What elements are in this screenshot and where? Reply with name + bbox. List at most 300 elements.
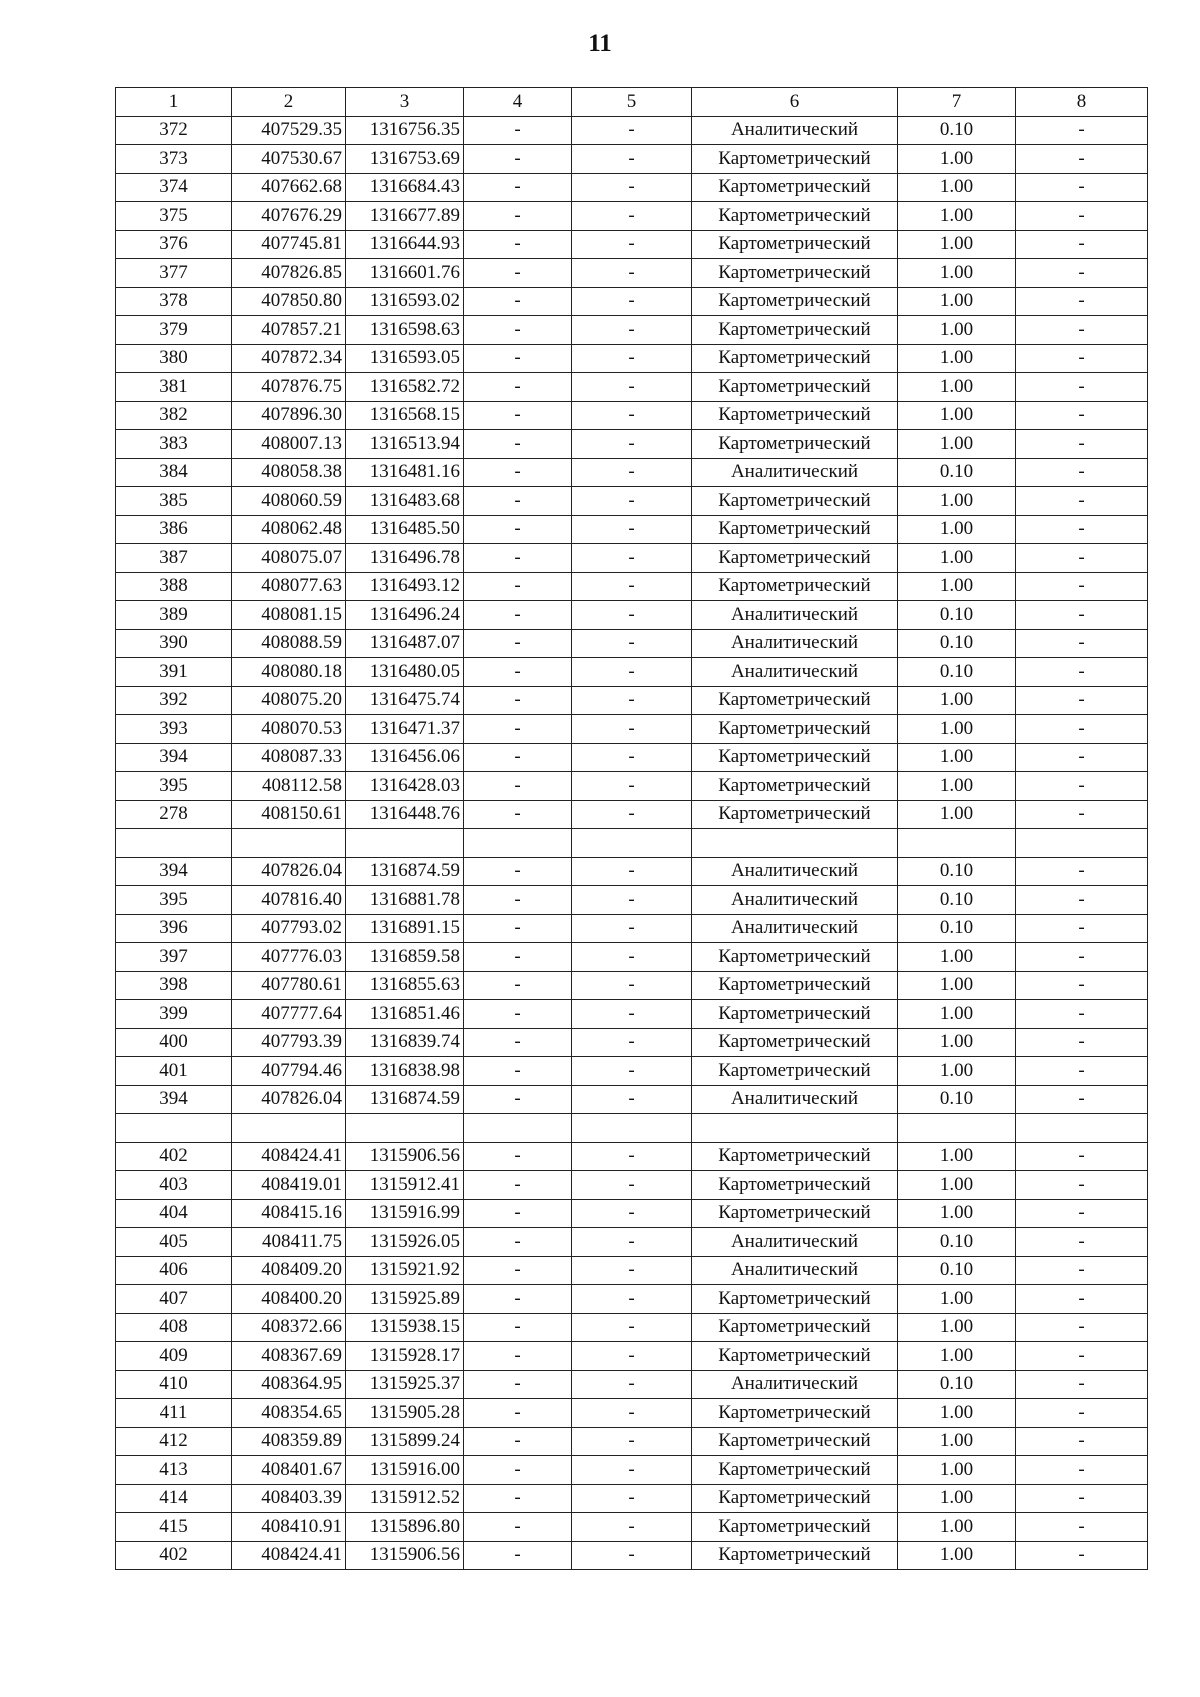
table-cell: 0.10 xyxy=(898,1370,1016,1399)
table-cell: 1316493.12 xyxy=(346,572,464,601)
table-header xyxy=(116,88,1148,117)
table-cell: 392 xyxy=(116,686,232,715)
table-cell: Картометрический xyxy=(692,1427,898,1456)
table-cell: - xyxy=(572,715,692,744)
table-cell: 1.00 xyxy=(898,202,1016,231)
table-row xyxy=(116,515,1148,544)
table-row xyxy=(116,116,1148,145)
table-cell: - xyxy=(572,886,692,915)
table-cell: 1316851.46 xyxy=(346,1000,464,1029)
table-cell: 1.00 xyxy=(898,686,1016,715)
table-cell: - xyxy=(572,1456,692,1485)
table-cell: - xyxy=(464,857,572,886)
table-cell: - xyxy=(572,914,692,943)
table-cell: 407793.39 xyxy=(232,1028,346,1057)
table-cell: 0.10 xyxy=(898,914,1016,943)
table-cell: 1316496.24 xyxy=(346,601,464,630)
table-cell: - xyxy=(464,1513,572,1542)
table-cell: - xyxy=(572,1142,692,1171)
table-cell: 413 xyxy=(116,1456,232,1485)
table-row xyxy=(116,1028,1148,1057)
table-cell: 0.10 xyxy=(898,886,1016,915)
table-cell: 403 xyxy=(116,1171,232,1200)
table-cell: Картометрический xyxy=(692,1399,898,1428)
table-cell: 408409.20 xyxy=(232,1256,346,1285)
table-cell: 379 xyxy=(116,316,232,345)
table-cell xyxy=(346,829,464,858)
table-cell: 407793.02 xyxy=(232,914,346,943)
table-cell: 407776.03 xyxy=(232,943,346,972)
table-row xyxy=(116,1342,1148,1371)
table-cell: 382 xyxy=(116,401,232,430)
table-cell: 408411.75 xyxy=(232,1228,346,1257)
table-cell: - xyxy=(464,886,572,915)
table-cell: - xyxy=(572,1541,692,1570)
table-cell: - xyxy=(464,772,572,801)
table-cell: 407826.04 xyxy=(232,1085,346,1114)
table-cell: - xyxy=(572,259,692,288)
table-cell xyxy=(898,829,1016,858)
table-cell: 405 xyxy=(116,1228,232,1257)
table-cell: Картометрический xyxy=(692,544,898,573)
table-cell: 409 xyxy=(116,1342,232,1371)
table-cell: 1.00 xyxy=(898,316,1016,345)
table-cell: - xyxy=(464,230,572,259)
table-cell: - xyxy=(464,373,572,402)
table-cell: 1315925.37 xyxy=(346,1370,464,1399)
table-cell: 1.00 xyxy=(898,1000,1016,1029)
table-cell: 1.00 xyxy=(898,259,1016,288)
table-cell: 375 xyxy=(116,202,232,231)
table-cell: - xyxy=(572,430,692,459)
table-cell: - xyxy=(464,1228,572,1257)
table-cell: 1316756.35 xyxy=(346,116,464,145)
table-row xyxy=(116,1484,1148,1513)
table-cell: 1315912.52 xyxy=(346,1484,464,1513)
table-cell: Картометрический xyxy=(692,743,898,772)
table-cell: 407745.81 xyxy=(232,230,346,259)
table-cell: - xyxy=(572,287,692,316)
table-row xyxy=(116,173,1148,202)
table-cell: 1316874.59 xyxy=(346,1085,464,1114)
table-cell: 1316568.15 xyxy=(346,401,464,430)
table-cell: - xyxy=(464,1456,572,1485)
table-row xyxy=(116,1228,1148,1257)
table-cell: 407777.64 xyxy=(232,1000,346,1029)
table-cell: 407816.40 xyxy=(232,886,346,915)
table-cell: 1.00 xyxy=(898,1342,1016,1371)
table-cell: 407529.35 xyxy=(232,116,346,145)
table-cell: 1.00 xyxy=(898,1427,1016,1456)
table-cell: - xyxy=(464,173,572,202)
table-cell: - xyxy=(464,601,572,630)
table-cell: Картометрический xyxy=(692,1199,898,1228)
table-cell: 278 xyxy=(116,800,232,829)
table-cell: - xyxy=(464,1171,572,1200)
table-cell: Картометрический xyxy=(692,1057,898,1086)
table-cell: - xyxy=(1016,1199,1148,1228)
table-cell: Аналитический xyxy=(692,1370,898,1399)
table-cell: 1316483.68 xyxy=(346,487,464,516)
table-row xyxy=(116,544,1148,573)
spacer-row xyxy=(116,829,1148,858)
table-row xyxy=(116,1313,1148,1342)
table-row xyxy=(116,629,1148,658)
table-cell: 0.10 xyxy=(898,629,1016,658)
table-cell: - xyxy=(572,601,692,630)
table-cell: Аналитический xyxy=(692,601,898,630)
table-cell: - xyxy=(464,658,572,687)
table-cell: - xyxy=(464,715,572,744)
table-cell: 1.00 xyxy=(898,1028,1016,1057)
table-cell: - xyxy=(1016,487,1148,516)
table-cell: 407530.67 xyxy=(232,145,346,174)
table-cell: 0.10 xyxy=(898,458,1016,487)
table-cell: 1.00 xyxy=(898,145,1016,174)
table-cell: - xyxy=(572,1484,692,1513)
table-cell: - xyxy=(572,1513,692,1542)
table-cell: 0.10 xyxy=(898,1085,1016,1114)
table-cell: 408062.48 xyxy=(232,515,346,544)
table-cell: - xyxy=(464,1000,572,1029)
table-cell: 1315938.15 xyxy=(346,1313,464,1342)
table-cell: - xyxy=(1016,572,1148,601)
table-cell: 407876.75 xyxy=(232,373,346,402)
table-cell: - xyxy=(572,1342,692,1371)
table-cell: - xyxy=(464,572,572,601)
table-cell: Картометрический xyxy=(692,1142,898,1171)
table-cell: Аналитический xyxy=(692,1228,898,1257)
table-cell: 397 xyxy=(116,943,232,972)
table-cell: 374 xyxy=(116,173,232,202)
table-cell: - xyxy=(1016,943,1148,972)
table-cell: - xyxy=(464,401,572,430)
table-cell: 407857.21 xyxy=(232,316,346,345)
table-cell: 393 xyxy=(116,715,232,744)
table-cell: - xyxy=(572,544,692,573)
table-cell: Аналитический xyxy=(692,458,898,487)
table-cell: - xyxy=(464,686,572,715)
table-cell: 386 xyxy=(116,515,232,544)
table-cell: 1316448.76 xyxy=(346,800,464,829)
table-cell: - xyxy=(1016,686,1148,715)
table-cell: - xyxy=(464,1028,572,1057)
table-cell: - xyxy=(572,458,692,487)
table-cell xyxy=(1016,1114,1148,1143)
header-cell: 1 xyxy=(116,88,232,117)
table-cell: - xyxy=(572,173,692,202)
table-cell: 1316601.76 xyxy=(346,259,464,288)
table-cell: 1316838.98 xyxy=(346,1057,464,1086)
table-cell: 408364.95 xyxy=(232,1370,346,1399)
table-cell: 390 xyxy=(116,629,232,658)
header-cell: 5 xyxy=(572,88,692,117)
table-cell: - xyxy=(464,800,572,829)
table-cell: - xyxy=(1016,857,1148,886)
table-cell: 1316593.02 xyxy=(346,287,464,316)
table-cell: Картометрический xyxy=(692,772,898,801)
table-cell: - xyxy=(464,259,572,288)
table-cell: - xyxy=(1016,287,1148,316)
table-cell: Картометрический xyxy=(692,1000,898,1029)
table-cell: - xyxy=(1016,430,1148,459)
table-cell: 408087.33 xyxy=(232,743,346,772)
table-cell: 387 xyxy=(116,544,232,573)
table-cell xyxy=(346,1114,464,1143)
table-cell: 408415.16 xyxy=(232,1199,346,1228)
table-row xyxy=(116,344,1148,373)
table-cell: - xyxy=(1016,1456,1148,1485)
table-cell xyxy=(232,1114,346,1143)
table-cell: 408359.89 xyxy=(232,1427,346,1456)
table-cell: Картометрический xyxy=(692,1171,898,1200)
table-cell: 1315926.05 xyxy=(346,1228,464,1257)
table-cell: 1316859.58 xyxy=(346,943,464,972)
table-row xyxy=(116,943,1148,972)
table-cell: 1315925.89 xyxy=(346,1285,464,1314)
table-cell: 414 xyxy=(116,1484,232,1513)
table-row xyxy=(116,658,1148,687)
table-cell: 0.10 xyxy=(898,601,1016,630)
table-cell: 1316644.93 xyxy=(346,230,464,259)
table-cell: Картометрический xyxy=(692,230,898,259)
table-cell: 1.00 xyxy=(898,1199,1016,1228)
table-cell: 408070.53 xyxy=(232,715,346,744)
table-row xyxy=(116,458,1148,487)
table-cell: - xyxy=(464,487,572,516)
table-row xyxy=(116,1199,1148,1228)
table-cell: 1316684.43 xyxy=(346,173,464,202)
table-cell: 0.10 xyxy=(898,1228,1016,1257)
table-cell: - xyxy=(572,1028,692,1057)
table-cell: - xyxy=(1016,1228,1148,1257)
table-row xyxy=(116,1285,1148,1314)
table-cell: 394 xyxy=(116,857,232,886)
table-cell: 384 xyxy=(116,458,232,487)
table-cell: 408060.59 xyxy=(232,487,346,516)
table-cell: Картометрический xyxy=(692,401,898,430)
table-cell: - xyxy=(1016,145,1148,174)
coordinates-table xyxy=(115,87,1148,1570)
table-cell: - xyxy=(464,544,572,573)
table-cell: - xyxy=(464,1142,572,1171)
table-cell: 1315899.24 xyxy=(346,1427,464,1456)
table-cell: - xyxy=(572,1171,692,1200)
table-cell: - xyxy=(1016,1142,1148,1171)
table-cell: Картометрический xyxy=(692,572,898,601)
table-row xyxy=(116,572,1148,601)
table-cell: 1316891.15 xyxy=(346,914,464,943)
table-cell: - xyxy=(572,629,692,658)
table-cell: - xyxy=(1016,1028,1148,1057)
table-cell: 0.10 xyxy=(898,857,1016,886)
table-row xyxy=(116,430,1148,459)
table-cell: 380 xyxy=(116,344,232,373)
table-cell: 1.00 xyxy=(898,1057,1016,1086)
table-cell: 0.10 xyxy=(898,658,1016,687)
table-cell: 1.00 xyxy=(898,1313,1016,1342)
table-cell: 408075.07 xyxy=(232,544,346,573)
table-row xyxy=(116,743,1148,772)
table-cell: 407676.29 xyxy=(232,202,346,231)
table-cell: 402 xyxy=(116,1142,232,1171)
table-cell: 1.00 xyxy=(898,971,1016,1000)
table-cell: - xyxy=(1016,344,1148,373)
table-cell: - xyxy=(572,857,692,886)
table-cell: 1.00 xyxy=(898,572,1016,601)
table-row xyxy=(116,373,1148,402)
table-cell: 408081.15 xyxy=(232,601,346,630)
table-cell: 1.00 xyxy=(898,743,1016,772)
table-cell: 410 xyxy=(116,1370,232,1399)
table-row xyxy=(116,230,1148,259)
table-cell: 1315905.28 xyxy=(346,1399,464,1428)
table-cell: 1.00 xyxy=(898,772,1016,801)
table-cell: Картометрический xyxy=(692,316,898,345)
table-cell: - xyxy=(572,487,692,516)
table-cell: - xyxy=(1016,1513,1148,1542)
table-cell: - xyxy=(464,1285,572,1314)
table-row xyxy=(116,715,1148,744)
table-cell: 1316480.05 xyxy=(346,658,464,687)
table-cell: Картометрический xyxy=(692,1313,898,1342)
table-cell: 1316496.78 xyxy=(346,544,464,573)
table-cell: 394 xyxy=(116,1085,232,1114)
table-row xyxy=(116,1456,1148,1485)
table-cell: Картометрический xyxy=(692,373,898,402)
table-cell: 0.10 xyxy=(898,116,1016,145)
table-cell: 408112.58 xyxy=(232,772,346,801)
table-cell: 1.00 xyxy=(898,1171,1016,1200)
table-cell: 376 xyxy=(116,230,232,259)
table-cell: - xyxy=(1016,971,1148,1000)
table-cell: 408 xyxy=(116,1313,232,1342)
header-cell: 4 xyxy=(464,88,572,117)
table-cell: 1.00 xyxy=(898,1399,1016,1428)
table-cell xyxy=(572,829,692,858)
table-cell: 408424.41 xyxy=(232,1541,346,1570)
table-cell: - xyxy=(1016,1256,1148,1285)
table-cell: Аналитический xyxy=(692,629,898,658)
table-row xyxy=(116,287,1148,316)
header-cell: 3 xyxy=(346,88,464,117)
table-cell: - xyxy=(464,1313,572,1342)
table-cell: - xyxy=(572,1370,692,1399)
table-cell: - xyxy=(1016,401,1148,430)
table-row xyxy=(116,1171,1148,1200)
table-cell: - xyxy=(464,1057,572,1086)
table-cell: - xyxy=(572,116,692,145)
table-cell: - xyxy=(464,344,572,373)
table-cell: - xyxy=(464,430,572,459)
table-cell: Картометрический xyxy=(692,1342,898,1371)
table-cell xyxy=(464,1114,572,1143)
table-cell xyxy=(572,1114,692,1143)
table-cell: Аналитический xyxy=(692,857,898,886)
table-cell: - xyxy=(1016,458,1148,487)
table-cell: 406 xyxy=(116,1256,232,1285)
table-cell: 372 xyxy=(116,116,232,145)
table-cell: - xyxy=(1016,373,1148,402)
table-cell: - xyxy=(464,515,572,544)
spacer-row xyxy=(116,1114,1148,1143)
table-cell: - xyxy=(1016,202,1148,231)
table-cell: Картометрический xyxy=(692,487,898,516)
table-cell: Картометрический xyxy=(692,515,898,544)
table-cell: Картометрический xyxy=(692,1028,898,1057)
table-cell: 408400.20 xyxy=(232,1285,346,1314)
table-cell: - xyxy=(1016,886,1148,915)
table-cell: Картометрический xyxy=(692,430,898,459)
table-cell: - xyxy=(1016,1285,1148,1314)
table-cell: 1316481.16 xyxy=(346,458,464,487)
table-cell: 381 xyxy=(116,373,232,402)
table-cell: 408354.65 xyxy=(232,1399,346,1428)
table-cell: 408150.61 xyxy=(232,800,346,829)
table-cell: 1.00 xyxy=(898,544,1016,573)
table-cell: 391 xyxy=(116,658,232,687)
table-cell: 401 xyxy=(116,1057,232,1086)
table-cell: 1.00 xyxy=(898,487,1016,516)
table-cell: - xyxy=(572,686,692,715)
table-cell: 1315916.99 xyxy=(346,1199,464,1228)
table-cell: - xyxy=(1016,1370,1148,1399)
table-cell: Картометрический xyxy=(692,800,898,829)
table-cell: - xyxy=(1016,116,1148,145)
table-cell: - xyxy=(572,800,692,829)
table-cell: Аналитический xyxy=(692,1085,898,1114)
table-cell: - xyxy=(464,1256,572,1285)
table-cell: Картометрический xyxy=(692,1513,898,1542)
table-cell: - xyxy=(1016,230,1148,259)
table-cell: - xyxy=(572,230,692,259)
table-cell: 1316485.50 xyxy=(346,515,464,544)
table-cell: 1316593.05 xyxy=(346,344,464,373)
table-cell: 395 xyxy=(116,772,232,801)
table-cell: - xyxy=(572,1313,692,1342)
table-cell: - xyxy=(464,1342,572,1371)
table-cell: 1.00 xyxy=(898,943,1016,972)
table-cell: 407872.34 xyxy=(232,344,346,373)
table-cell: - xyxy=(1016,544,1148,573)
table-cell: Аналитический xyxy=(692,886,898,915)
table-cell: - xyxy=(572,515,692,544)
table-cell: - xyxy=(464,1399,572,1428)
table-row xyxy=(116,772,1148,801)
table-cell: 408410.91 xyxy=(232,1513,346,1542)
table-cell: 1316475.74 xyxy=(346,686,464,715)
table-cell: - xyxy=(572,1199,692,1228)
table-cell xyxy=(232,829,346,858)
table-cell: 408419.01 xyxy=(232,1171,346,1200)
page-number: 11 xyxy=(588,30,612,57)
table-cell: - xyxy=(1016,715,1148,744)
table-cell: Картометрический xyxy=(692,202,898,231)
table-cell: 1.00 xyxy=(898,1541,1016,1570)
table-cell: 407826.04 xyxy=(232,857,346,886)
table-cell: 389 xyxy=(116,601,232,630)
table-cell: Картометрический xyxy=(692,971,898,1000)
table-row xyxy=(116,914,1148,943)
table-cell: 1.00 xyxy=(898,430,1016,459)
table-cell: 1.00 xyxy=(898,173,1016,202)
table-cell xyxy=(1016,829,1148,858)
table-cell: 378 xyxy=(116,287,232,316)
table-cell: 404 xyxy=(116,1199,232,1228)
table-row xyxy=(116,401,1148,430)
table-cell: 402 xyxy=(116,1541,232,1570)
table-cell: 1315906.56 xyxy=(346,1541,464,1570)
